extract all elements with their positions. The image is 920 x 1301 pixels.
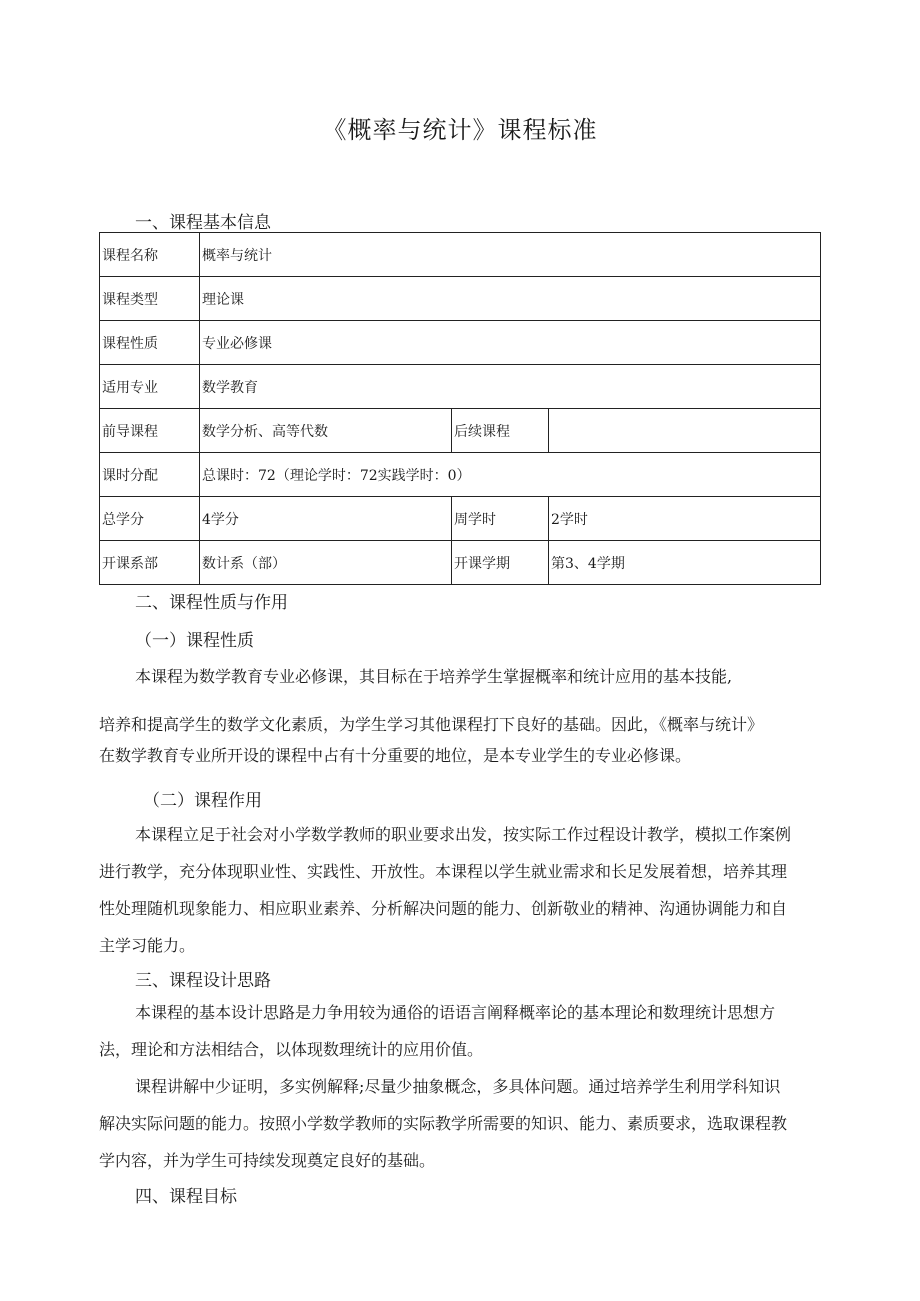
dept-label: 开课系部 [100,541,200,585]
section-3-heading: 三、课程设计思路 [135,971,271,991]
paragraph [99,1068,823,1179]
paragraph-line: 本课程立足于社会对小学数学教师的职业要求出发，按实际工作过程设计教学，模拟工作案例 [135,825,792,844]
course-nature-value: 专业必修课 [200,321,821,365]
course-type-value: 理论课 [200,277,821,321]
term-value: 第3、4学期 [549,541,821,585]
hours-label: 课时分配 [100,453,200,497]
table-row [100,409,821,453]
paragraph-line: 培养和提高学生的数学文化素质，为学生学习其他课程打下良好的基础。因此，《概率与统计》 [99,715,764,734]
paragraph-line: 课程讲解中少证明，多实例解释;尽量少抽象概念，多具体问题。通过培养学生利用学科知识 [135,1077,781,1096]
document-title: 《概率与统计》课程标准 [322,116,598,144]
course-name-value: 概率与统计 [200,233,821,277]
paragraph-line: 学内容，并为学生可持续发现奠定良好的基础。 [99,1151,436,1170]
paragraph-line: 主学习能力。 [99,936,196,955]
paragraph-line: 进行教学，充分体现职业性、实践性、开放性。本课程以学生就业需求和长足发展着想，培养其理 [99,862,788,881]
section-1-heading: 一、课程基本信息 [135,213,271,233]
table-row [100,321,821,365]
table-row [100,497,821,541]
major-label: 适用专业 [100,365,200,409]
course-type-label: 课程类型 [100,277,200,321]
paragraph [99,816,823,964]
prereq-label: 前导课程 [100,409,200,453]
paragraph-line: 性处理随机现象能力、相应职业素养、分析解决问题的能力、创新敬业的精神、沟通协调能力和自 [99,899,788,918]
credits-label: 总学分 [100,497,200,541]
section-2-heading: 二、课程性质与作用 [135,593,288,613]
paragraph-line: 在数学教育专业所开设的课程中占有十分重要的地位，是本专业学生的专业必修课。 [99,746,692,765]
table-row [100,453,821,497]
dept-value: 数计系（部） [200,541,452,585]
table-row [100,365,821,409]
paragraph [99,706,823,774]
table-row [100,277,821,321]
hours-value: 总课时：72（理论学时：72实践学时：0） [200,453,821,497]
followup-label: 后续课程 [452,409,549,453]
paragraph-line: 解决实际问题的能力。按照小学数学教师的实际教学所需要的知识、能力、素质要求，选取课程教 [99,1114,788,1133]
credits-value: 4学分 [200,497,452,541]
term-label: 开课学期 [452,541,549,585]
subsection-1-heading: （一）课程性质 [135,631,254,651]
followup-value [549,409,821,453]
prereq-value: 数学分析、高等代数 [200,409,452,453]
major-value: 数学教育 [200,365,821,409]
paragraph-line: 本课程的基本设计思路是力争用较为通俗的语语言阐释概率论的基本理论和数理统计思想方 [135,1003,776,1022]
subsection-2-heading: （二）课程作用 [143,791,262,811]
course-nature-label: 课程性质 [100,321,200,365]
paragraph-line: 法，理论和方法相结合，以体现数理统计的应用价值。 [99,1040,484,1059]
weekly-hours-value: 2学时 [549,497,821,541]
table-row [100,541,821,585]
course-info-table [99,232,821,585]
paragraph [99,658,823,695]
paragraph-line: 本课程为数学教育专业必修课，其目标在于培养学生掌握概率和统计应用的基本技能, [135,667,733,686]
section-4-heading: 四、课程目标 [135,1187,237,1207]
course-name-label: 课程名称 [100,233,200,277]
table-row [100,233,821,277]
weekly-hours-label: 周学时 [452,497,549,541]
paragraph [99,994,823,1068]
